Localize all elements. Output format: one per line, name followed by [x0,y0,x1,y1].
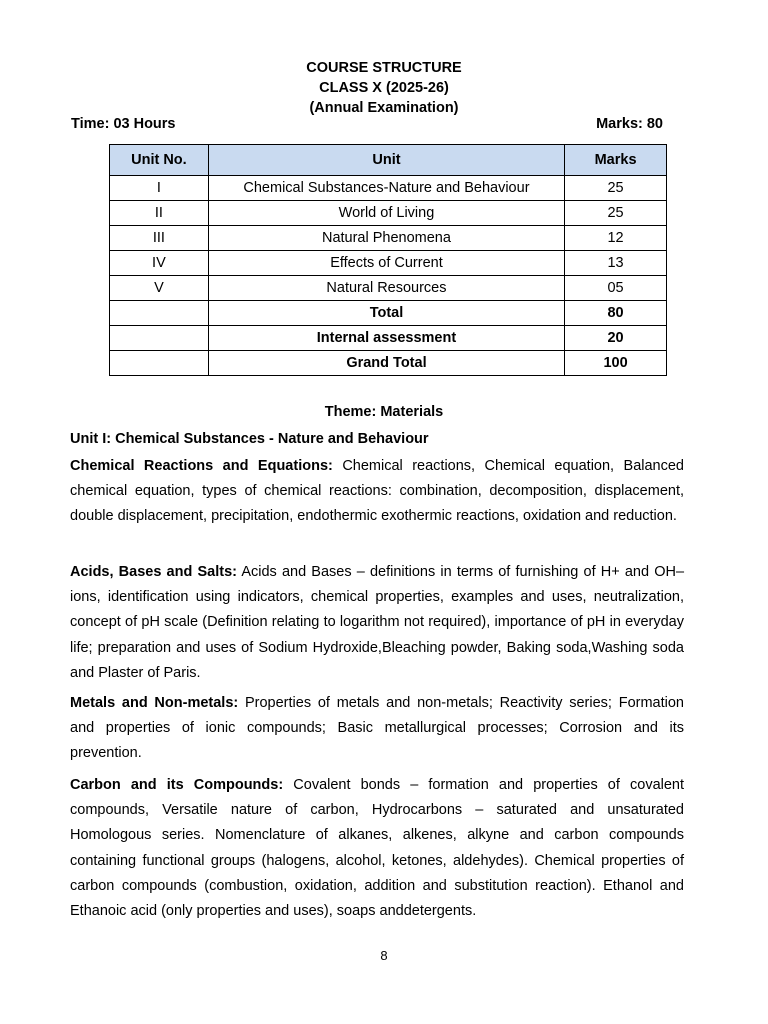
unit-marks: 25 [565,176,667,201]
section-body: Acids and Bases – definitions in terms of furnishing of H+ and OH– ions, identification using indicators, chemical properties, examples and uses, neutralization, concept of pH scale (Definition relating to logarithm not required), importance of pH in everyday life; preparation and uses of Sodium Hydroxide,Bleaching powder, Baking soda,Washing soda and Plaster of Paris. [70,564,685,681]
header-marks: Marks [565,145,667,176]
course-structure-title: COURSE STRUCTURE [306,60,462,76]
page-number: 8 [380,948,388,963]
total-label: Total [208,301,564,326]
unit-number: II [110,201,209,226]
section-title: Metals and Non-metals: [70,695,239,711]
theme-heading: Theme: Materials [324,404,444,420]
grand-total-marks: 100 [565,351,667,376]
section-paragraph [70,560,684,686]
empty-cell [110,351,209,376]
table-row [110,226,667,251]
course-structure-table [109,144,667,376]
table-row [110,276,667,301]
unit-marks: 05 [565,276,667,301]
unit-marks: 12 [565,226,667,251]
unit-marks: 25 [565,201,667,226]
exam-title: (Annual Examination) [309,100,459,116]
class-title: CLASS X (2025-26) [319,80,449,96]
table-row [110,201,667,226]
section-body: Covalent bonds – formation and properties of covalent compounds, Versatile nature of carbon, Hydrocarbons – saturated and unsaturated Homologous series. Nomenclature of alkanes, alkenes, alkyne and carbon compounds containing functional groups (halogens, alcohol, ketones, aldehydes). Chemical properties of carbon compounds (combustion, oxidation, addition and substitution reaction). Ethanol and Ethanoic acid (only properties and uses), soaps anddetergents. [70,777,685,920]
section-paragraph [70,454,684,530]
section-title: Carbon and its Compounds: [70,777,284,793]
empty-cell [110,301,209,326]
section-body: Chemical reactions, Chemical equation, Balanced chemical equation, types of chemical reactions: combination, decomposition, displacement, double displacement, precipitation, endothermic exothermic reactions, oxidation and reduction. [70,458,685,525]
empty-cell [110,326,209,351]
internal-assessment-label: Internal assessment [208,326,564,351]
time-label: Time: 03 Hours [71,116,176,132]
unit-marks: 13 [565,251,667,276]
unit-number: III [110,226,209,251]
table-header-row [110,145,667,176]
section-paragraph [70,691,684,767]
unit-number: I [110,176,209,201]
unit-heading: Unit I: Chemical Substances - Nature and Behaviour [70,431,429,447]
unit-name: Effects of Current [208,251,564,276]
unit-number: V [110,276,209,301]
marks-label: Marks: 80 [596,116,663,132]
table-row [110,176,667,201]
section-paragraph [70,773,684,924]
grand-total-row [110,351,667,376]
unit-name: Chemical Substances-Nature and Behaviour [208,176,564,201]
header-unit-no: Unit No. [110,145,209,176]
unit-name: Natural Resources [208,276,564,301]
section-title: Acids, Bases and Salts: [70,564,237,580]
internal-assessment-row [110,326,667,351]
section-body: Properties of metals and non-metals; Reactivity series; Formation and properties of ionic compounds; Basic metallurgical processes; Corrosion and its prevention. [70,695,684,762]
table-row [110,251,667,276]
time-marks-row [71,116,663,132]
total-marks: 80 [565,301,667,326]
unit-name: World of Living [208,201,564,226]
grand-total-label: Grand Total [208,351,564,376]
unit-name: Natural Phenomena [208,226,564,251]
unit-number: IV [110,251,209,276]
section-title: Chemical Reactions and Equations: [70,458,333,474]
header-unit: Unit [208,145,564,176]
total-row [110,301,667,326]
internal-assessment-marks: 20 [565,326,667,351]
